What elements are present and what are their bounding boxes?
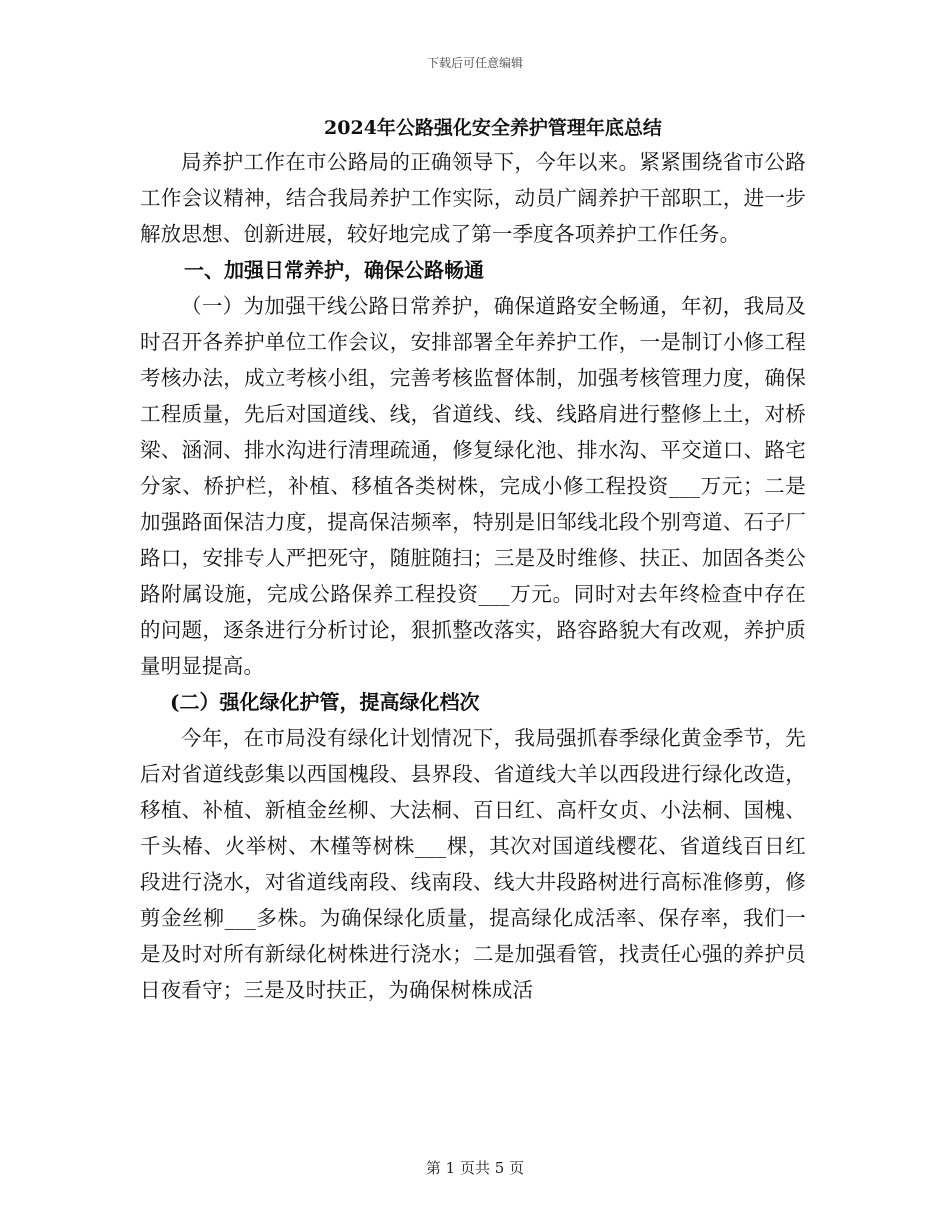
section-heading-1: 一、加强日常养护，确保公路畅通 bbox=[184, 258, 484, 282]
section-heading-2: (二）强化绿化护管，提高绿化档次 bbox=[170, 690, 480, 714]
document-body bbox=[140, 112, 806, 1008]
section-2-paragraph: 今年，在市局没有绿化计划情况下，我局强抓春季绿化黄金季节，先后对省道线彭集以西国槐段、县界段、省道线大羊以西段进行绿化改造，移植、补植、新植金丝柳、大法桐、百日红、高杆女贞、小法桐、国槐、千头椿、火举树、木槿等树株___棵，其次对国道线樱花、省道线百日红段进行浇水，对省道线南段、线南段、线大井段路树进行高标准修剪，修剪金丝柳___多株。为确保绿化质量，提高绿化成活率、保存率，我们一是及时对所有新绿化树株进行浇水；二是加强看管，找责任心强的养护员日夜看守；三是及时扶正，为确保树株成活 bbox=[140, 726, 806, 1002]
intro-paragraph: 局养护工作在市公路局的正确领导下，今年以来。紧紧围绕省市公路工作会议精神，结合我局养护工作实际，动员广阔养护干部职工，进一步解放思想、创新进展，较好地完成了第一季度各项养护工作任务。 bbox=[140, 150, 806, 246]
page-footer: 第 1 页共 5 页 bbox=[425, 1159, 525, 1177]
document-title: 2024年公路强化安全养护管理年底总结 bbox=[324, 117, 662, 139]
section-1-paragraph: （一）为加强干线公路日常养护，确保道路安全畅通，年初，我局及时召开各养护单位工作会议，安排部署全年养护工作，一是制订小修工程考核办法，成立考核小组，完善考核监督体制，加强考核管理力度，确保工程质量，先后对国道线、线，省道线、线、线路肩进行整修上土，对桥梁、涵洞、排水沟进行清理疏通，修复绿化池、排水沟、平交道口、路宅分家、桥护栏，补植、移植各类树株，完成小修工程投资___万元；二是加强路面保洁力度，提高保洁频率，特别是旧邹线北段个别弯道、石子厂路口，安排专人严把死守，随脏随扫；三是及时维修、扶正、加固各类公路附属设施，完成公路保养工程投资___万元。同时对去年终检查中存在的问题，逐条进行分析讨论，狠抓整改落实，路容路貌大有改观，养护质量明显提高。 bbox=[140, 294, 806, 678]
header-note: 下载后可任意编辑 bbox=[426, 56, 523, 70]
